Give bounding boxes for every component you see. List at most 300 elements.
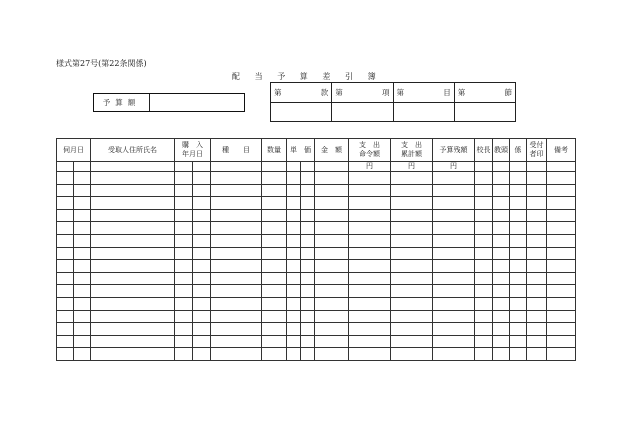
ledger-cell[interactable] (57, 260, 74, 273)
ledger-cell[interactable] (315, 209, 349, 222)
ledger-cell[interactable] (527, 247, 547, 260)
ledger-cell[interactable] (262, 297, 287, 310)
ledger-cell[interactable] (349, 260, 391, 273)
ledger-cell[interactable] (510, 348, 527, 361)
ledger-cell[interactable] (262, 310, 287, 323)
ledger-cell[interactable] (315, 172, 349, 185)
ledger-cell[interactable] (315, 234, 349, 247)
ledger-cell[interactable] (510, 247, 527, 260)
ledger-cell[interactable] (91, 272, 175, 285)
ledger-cell[interactable] (175, 172, 193, 185)
ledger-cell[interactable] (175, 184, 193, 197)
ledger-cell[interactable] (475, 323, 493, 336)
ledger-cell[interactable] (527, 222, 547, 235)
col-date: 伺月日 (57, 139, 91, 162)
ledger-cell[interactable] (349, 209, 391, 222)
ledger-cell[interactable] (211, 310, 262, 323)
ledger-cell[interactable] (391, 335, 433, 348)
ledger-cell[interactable] (262, 234, 287, 247)
ledger-cell[interactable] (74, 335, 91, 348)
ledger-cell[interactable] (547, 310, 576, 323)
ledger-cell[interactable] (510, 184, 527, 197)
ledger-cell[interactable] (301, 285, 315, 298)
yen-mark-total: 円 (391, 162, 433, 172)
ledger-cell[interactable] (433, 222, 475, 235)
ledger-cell[interactable] (57, 272, 74, 285)
ledger-cell[interactable] (301, 209, 315, 222)
ledger-cell[interactable] (57, 348, 74, 361)
ledger-cell[interactable] (287, 197, 301, 210)
ledger-cell[interactable] (493, 172, 510, 185)
ledger-cell[interactable] (547, 323, 576, 336)
ledger-cell[interactable] (493, 260, 510, 273)
ledger-cell[interactable] (433, 272, 475, 285)
ledger-cell[interactable] (91, 172, 175, 185)
ledger-cell[interactable] (510, 197, 527, 210)
ledger-cell[interactable] (175, 348, 193, 361)
table-row (57, 323, 576, 336)
ledger-cell[interactable] (301, 323, 315, 336)
ledger-cell[interactable] (193, 323, 211, 336)
ledger-cell[interactable] (262, 335, 287, 348)
ledger-cell[interactable] (193, 348, 211, 361)
ledger-cell[interactable] (91, 348, 175, 361)
ledger-cell[interactable] (74, 222, 91, 235)
ledger-cell[interactable] (301, 184, 315, 197)
ledger-cell[interactable] (391, 197, 433, 210)
ledger-cell[interactable] (475, 209, 493, 222)
ledger-cell[interactable] (211, 260, 262, 273)
ledger-cell[interactable] (57, 310, 74, 323)
account-classification-table (270, 82, 516, 122)
ledger-cell[interactable] (433, 285, 475, 298)
account-header-moku: 第 目 (393, 83, 454, 103)
ledger-cell[interactable] (262, 184, 287, 197)
ledger-cell[interactable] (510, 222, 527, 235)
ledger-cell[interactable] (315, 247, 349, 260)
ledger-cell[interactable] (527, 260, 547, 273)
ledger-cell[interactable] (301, 172, 315, 185)
col-quantity: 数量 (262, 139, 287, 162)
ledger-cell[interactable] (510, 323, 527, 336)
budget-value-field[interactable] (150, 94, 244, 111)
ledger-cell[interactable] (315, 335, 349, 348)
yen-mark-order: 円 (349, 162, 391, 172)
ledger-cell[interactable] (175, 197, 193, 210)
ledger-cell[interactable] (349, 184, 391, 197)
ledger-cell[interactable] (391, 260, 433, 273)
ledger-cell[interactable] (433, 247, 475, 260)
ledger-cell[interactable] (349, 172, 391, 185)
ledger-cell[interactable] (91, 209, 175, 222)
ledger-cell[interactable] (315, 197, 349, 210)
ledger-cell[interactable] (315, 272, 349, 285)
ledger-cell[interactable] (175, 297, 193, 310)
ledger-cell[interactable] (91, 323, 175, 336)
ledger-cell[interactable] (91, 285, 175, 298)
ledger-cell[interactable] (547, 272, 576, 285)
ledger-cell[interactable] (74, 209, 91, 222)
ledger-cell[interactable] (57, 335, 74, 348)
ledger-cell[interactable] (287, 222, 301, 235)
ledger-cell[interactable] (527, 297, 547, 310)
ledger-cell[interactable] (91, 247, 175, 260)
ledger-cell[interactable] (349, 310, 391, 323)
ledger-cell[interactable] (74, 197, 91, 210)
ledger-cell[interactable] (175, 260, 193, 273)
ledger-cell[interactable] (211, 335, 262, 348)
ledger-cell[interactable] (262, 247, 287, 260)
ledger-cell[interactable] (57, 234, 74, 247)
ledger-cell[interactable] (547, 209, 576, 222)
account-value-moku[interactable] (393, 102, 454, 122)
ledger-cell[interactable] (527, 184, 547, 197)
ledger-cell[interactable] (211, 222, 262, 235)
ledger-cell[interactable] (391, 272, 433, 285)
ledger-cell[interactable] (493, 184, 510, 197)
ledger-cell[interactable] (175, 335, 193, 348)
ledger-cell[interactable] (193, 209, 211, 222)
account-value-setsu[interactable] (454, 102, 515, 122)
ledger-cell[interactable] (315, 285, 349, 298)
ledger-cell[interactable] (315, 222, 349, 235)
ledger-cell[interactable] (211, 197, 262, 210)
ledger-cell[interactable] (193, 272, 211, 285)
ledger-cell[interactable] (547, 335, 576, 348)
ledger-cell[interactable] (57, 209, 74, 222)
ledger-cell[interactable] (57, 172, 74, 185)
ledger-cell[interactable] (475, 222, 493, 235)
ledger-cell[interactable] (493, 209, 510, 222)
ledger-cell[interactable] (301, 197, 315, 210)
ledger-cell[interactable] (433, 234, 475, 247)
ledger-cell[interactable] (527, 272, 547, 285)
ledger-cell[interactable] (547, 197, 576, 210)
ledger-cell[interactable] (527, 323, 547, 336)
ledger-cell[interactable] (315, 184, 349, 197)
ledger-cell[interactable] (91, 297, 175, 310)
ledger-cell[interactable] (510, 272, 527, 285)
ledger-cell[interactable] (74, 172, 91, 185)
ledger-cell[interactable] (301, 310, 315, 323)
ledger-cell[interactable] (475, 285, 493, 298)
ledger-cell[interactable] (510, 234, 527, 247)
table-row (57, 222, 576, 235)
account-value-kan[interactable] (271, 102, 332, 122)
ledger-cell[interactable] (349, 197, 391, 210)
col-clerk: 係 (510, 139, 527, 162)
ledger-cell[interactable] (315, 310, 349, 323)
account-value-kou[interactable] (332, 102, 393, 122)
ledger-cell[interactable] (433, 260, 475, 273)
form-title: 配当予算差引簿 (232, 72, 391, 81)
ledger-cell[interactable] (391, 222, 433, 235)
ledger-cell[interactable] (301, 260, 315, 273)
ledger-cell[interactable] (349, 348, 391, 361)
ledger-cell[interactable] (433, 335, 475, 348)
ledger-cell[interactable] (475, 260, 493, 273)
ledger-cell[interactable] (287, 335, 301, 348)
ledger-cell[interactable] (315, 323, 349, 336)
ledger-cell[interactable] (57, 222, 74, 235)
ledger-cell[interactable] (211, 172, 262, 185)
ledger-cell[interactable] (57, 297, 74, 310)
ledger-cell[interactable] (301, 272, 315, 285)
col-budget-balance: 予算残額 (433, 139, 475, 162)
ledger-cell[interactable] (301, 348, 315, 361)
ledger-cell[interactable] (391, 348, 433, 361)
ledger-cell[interactable] (510, 335, 527, 348)
ledger-cell[interactable] (349, 323, 391, 336)
ledger-cell[interactable] (475, 234, 493, 247)
ledger-cell[interactable] (349, 285, 391, 298)
ledger-cell[interactable] (175, 285, 193, 298)
ledger-cell[interactable] (91, 234, 175, 247)
ledger-cell[interactable] (287, 260, 301, 273)
ledger-cell[interactable] (262, 348, 287, 361)
ledger-cell[interactable] (175, 234, 193, 247)
ledger-cell[interactable] (475, 297, 493, 310)
ledger-cell[interactable] (193, 285, 211, 298)
ledger-cell[interactable] (211, 272, 262, 285)
ledger-cell[interactable] (433, 297, 475, 310)
ledger-cell[interactable] (547, 172, 576, 185)
ledger-cell[interactable] (433, 323, 475, 336)
ledger-cell[interactable] (287, 285, 301, 298)
ledger-cell[interactable] (74, 285, 91, 298)
ledger-cell[interactable] (391, 310, 433, 323)
ledger-cell[interactable] (433, 209, 475, 222)
ledger-cell[interactable] (193, 234, 211, 247)
ledger-cell[interactable] (287, 297, 301, 310)
ledger-cell[interactable] (262, 323, 287, 336)
ledger-cell[interactable] (301, 234, 315, 247)
ledger-cell[interactable] (493, 348, 510, 361)
ledger-cell[interactable] (91, 197, 175, 210)
ledger-cell[interactable] (262, 285, 287, 298)
ledger-cell[interactable] (391, 297, 433, 310)
ledger-cell[interactable] (262, 197, 287, 210)
ledger-cell[interactable] (301, 335, 315, 348)
ledger-cell[interactable] (301, 247, 315, 260)
ledger-cell[interactable] (433, 197, 475, 210)
ledger-cell[interactable] (211, 285, 262, 298)
ledger-cell[interactable] (547, 222, 576, 235)
ledger-cell[interactable] (193, 222, 211, 235)
ledger-cell[interactable] (493, 222, 510, 235)
ledger-table (56, 138, 576, 361)
ledger-cell[interactable] (193, 247, 211, 260)
ledger-cell[interactable] (527, 348, 547, 361)
table-row (57, 310, 576, 323)
ledger-cell[interactable] (527, 234, 547, 247)
ledger-cell[interactable] (510, 297, 527, 310)
ledger-cell[interactable] (349, 234, 391, 247)
ledger-cell[interactable] (74, 234, 91, 247)
ledger-cell[interactable] (74, 184, 91, 197)
budget-label: 予算額 (94, 94, 150, 111)
ledger-cell[interactable] (433, 172, 475, 185)
ledger-cell[interactable] (475, 272, 493, 285)
ledger-cell[interactable] (433, 184, 475, 197)
ledger-cell[interactable] (91, 260, 175, 273)
ledger-cell[interactable] (510, 172, 527, 185)
ledger-cell[interactable] (493, 285, 510, 298)
ledger-cell[interactable] (527, 209, 547, 222)
ledger-cell[interactable] (433, 310, 475, 323)
ledger-cell[interactable] (262, 172, 287, 185)
ledger-cell[interactable] (527, 285, 547, 298)
ledger-cell[interactable] (74, 323, 91, 336)
ledger-cell[interactable] (211, 348, 262, 361)
ledger-cell[interactable] (287, 234, 301, 247)
ledger-cell[interactable] (493, 247, 510, 260)
ledger-cell[interactable] (287, 323, 301, 336)
ledger-cell[interactable] (262, 222, 287, 235)
table-row (57, 260, 576, 273)
ledger-cell[interactable] (391, 234, 433, 247)
ledger-cell[interactable] (475, 310, 493, 323)
ledger-cell[interactable] (391, 247, 433, 260)
ledger-cell[interactable] (91, 310, 175, 323)
table-row (57, 234, 576, 247)
ledger-cell[interactable] (211, 247, 262, 260)
ledger-cell[interactable] (475, 197, 493, 210)
ledger-cell[interactable] (391, 209, 433, 222)
ledger-cell[interactable] (391, 323, 433, 336)
ledger-cell[interactable] (433, 348, 475, 361)
ledger-cell[interactable] (287, 310, 301, 323)
ledger-cell[interactable] (301, 222, 315, 235)
ledger-cell[interactable] (475, 184, 493, 197)
ledger-cell[interactable] (547, 285, 576, 298)
ledger-cell[interactable] (262, 209, 287, 222)
ledger-cell[interactable] (475, 348, 493, 361)
ledger-cell[interactable] (74, 348, 91, 361)
ledger-cell[interactable] (527, 197, 547, 210)
account-header-setsu: 第 節 (454, 83, 515, 103)
ledger-cell[interactable] (91, 335, 175, 348)
ledger-cell[interactable] (287, 348, 301, 361)
col-purchase-date: 購 入 年月日 (175, 139, 211, 162)
col-expense-total: 支 出 累計額 (391, 139, 433, 162)
ledger-cell[interactable] (287, 247, 301, 260)
ledger-cell[interactable] (475, 172, 493, 185)
ledger-cell[interactable] (547, 234, 576, 247)
ledger-cell[interactable] (547, 184, 576, 197)
ledger-cell[interactable] (493, 310, 510, 323)
ledger-cell[interactable] (57, 184, 74, 197)
ledger-cell[interactable] (193, 197, 211, 210)
ledger-cell[interactable] (301, 297, 315, 310)
ledger-cell[interactable] (527, 172, 547, 185)
ledger-cell[interactable] (74, 272, 91, 285)
ledger-cell[interactable] (211, 234, 262, 247)
ledger-cell[interactable] (193, 184, 211, 197)
ledger-cell[interactable] (74, 247, 91, 260)
ledger-cell[interactable] (175, 310, 193, 323)
ledger-cell[interactable] (57, 247, 74, 260)
ledger-cell[interactable] (175, 247, 193, 260)
ledger-cell[interactable] (211, 209, 262, 222)
ledger-cell[interactable] (193, 172, 211, 185)
ledger-cell[interactable] (57, 285, 74, 298)
ledger-cell[interactable] (57, 323, 74, 336)
ledger-cell[interactable] (74, 260, 91, 273)
ledger-cell[interactable] (349, 297, 391, 310)
ledger-cell[interactable] (527, 310, 547, 323)
table-row (57, 285, 576, 298)
ledger-cell[interactable] (493, 335, 510, 348)
ledger-cell[interactable] (287, 272, 301, 285)
ledger-cell[interactable] (193, 260, 211, 273)
table-row (57, 348, 576, 361)
ledger-cell[interactable] (211, 323, 262, 336)
ledger-cell[interactable] (74, 297, 91, 310)
ledger-cell[interactable] (547, 297, 576, 310)
ledger-cell[interactable] (510, 209, 527, 222)
ledger-cell[interactable] (74, 310, 91, 323)
ledger-cell[interactable] (475, 335, 493, 348)
ledger-cell[interactable] (315, 297, 349, 310)
account-header-kan: 第 款 (271, 83, 332, 103)
ledger-cell[interactable] (315, 348, 349, 361)
ledger-cell[interactable] (547, 247, 576, 260)
ledger-cell[interactable] (211, 184, 262, 197)
ledger-cell[interactable] (57, 197, 74, 210)
ledger-cell[interactable] (510, 310, 527, 323)
ledger-cell[interactable] (175, 323, 193, 336)
ledger-cell[interactable] (315, 260, 349, 273)
ledger-cell[interactable] (349, 222, 391, 235)
ledger-cell[interactable] (349, 247, 391, 260)
ledger-cell[interactable] (493, 197, 510, 210)
ledger-cell[interactable] (287, 172, 301, 185)
ledger-cell[interactable] (510, 285, 527, 298)
ledger-cell[interactable] (493, 323, 510, 336)
ledger-cell[interactable] (391, 285, 433, 298)
ledger-cell[interactable] (547, 348, 576, 361)
ledger-cell[interactable] (349, 272, 391, 285)
ledger-cell[interactable] (475, 247, 493, 260)
table-row (57, 172, 576, 185)
ledger-cell[interactable] (493, 297, 510, 310)
ledger-cell[interactable] (91, 184, 175, 197)
ledger-cell[interactable] (211, 297, 262, 310)
ledger-cell[interactable] (262, 260, 287, 273)
ledger-cell[interactable] (193, 310, 211, 323)
ledger-cell[interactable] (547, 260, 576, 273)
ledger-cell[interactable] (391, 184, 433, 197)
ledger-cell[interactable] (493, 234, 510, 247)
ledger-cell[interactable] (391, 172, 433, 185)
ledger-cell[interactable] (175, 222, 193, 235)
ledger-cell[interactable] (527, 335, 547, 348)
ledger-cell[interactable] (193, 335, 211, 348)
ledger-cell[interactable] (287, 209, 301, 222)
ledger-cell[interactable] (262, 272, 287, 285)
ledger-cell[interactable] (510, 260, 527, 273)
col-item: 種 目 (211, 139, 262, 162)
ledger-cell[interactable] (193, 297, 211, 310)
table-row (57, 209, 576, 222)
ledger-cell[interactable] (175, 209, 193, 222)
ledger-cell[interactable] (287, 184, 301, 197)
ledger-cell[interactable] (349, 335, 391, 348)
ledger-cell[interactable] (175, 272, 193, 285)
ledger-cell[interactable] (91, 222, 175, 235)
ledger-cell[interactable] (493, 272, 510, 285)
